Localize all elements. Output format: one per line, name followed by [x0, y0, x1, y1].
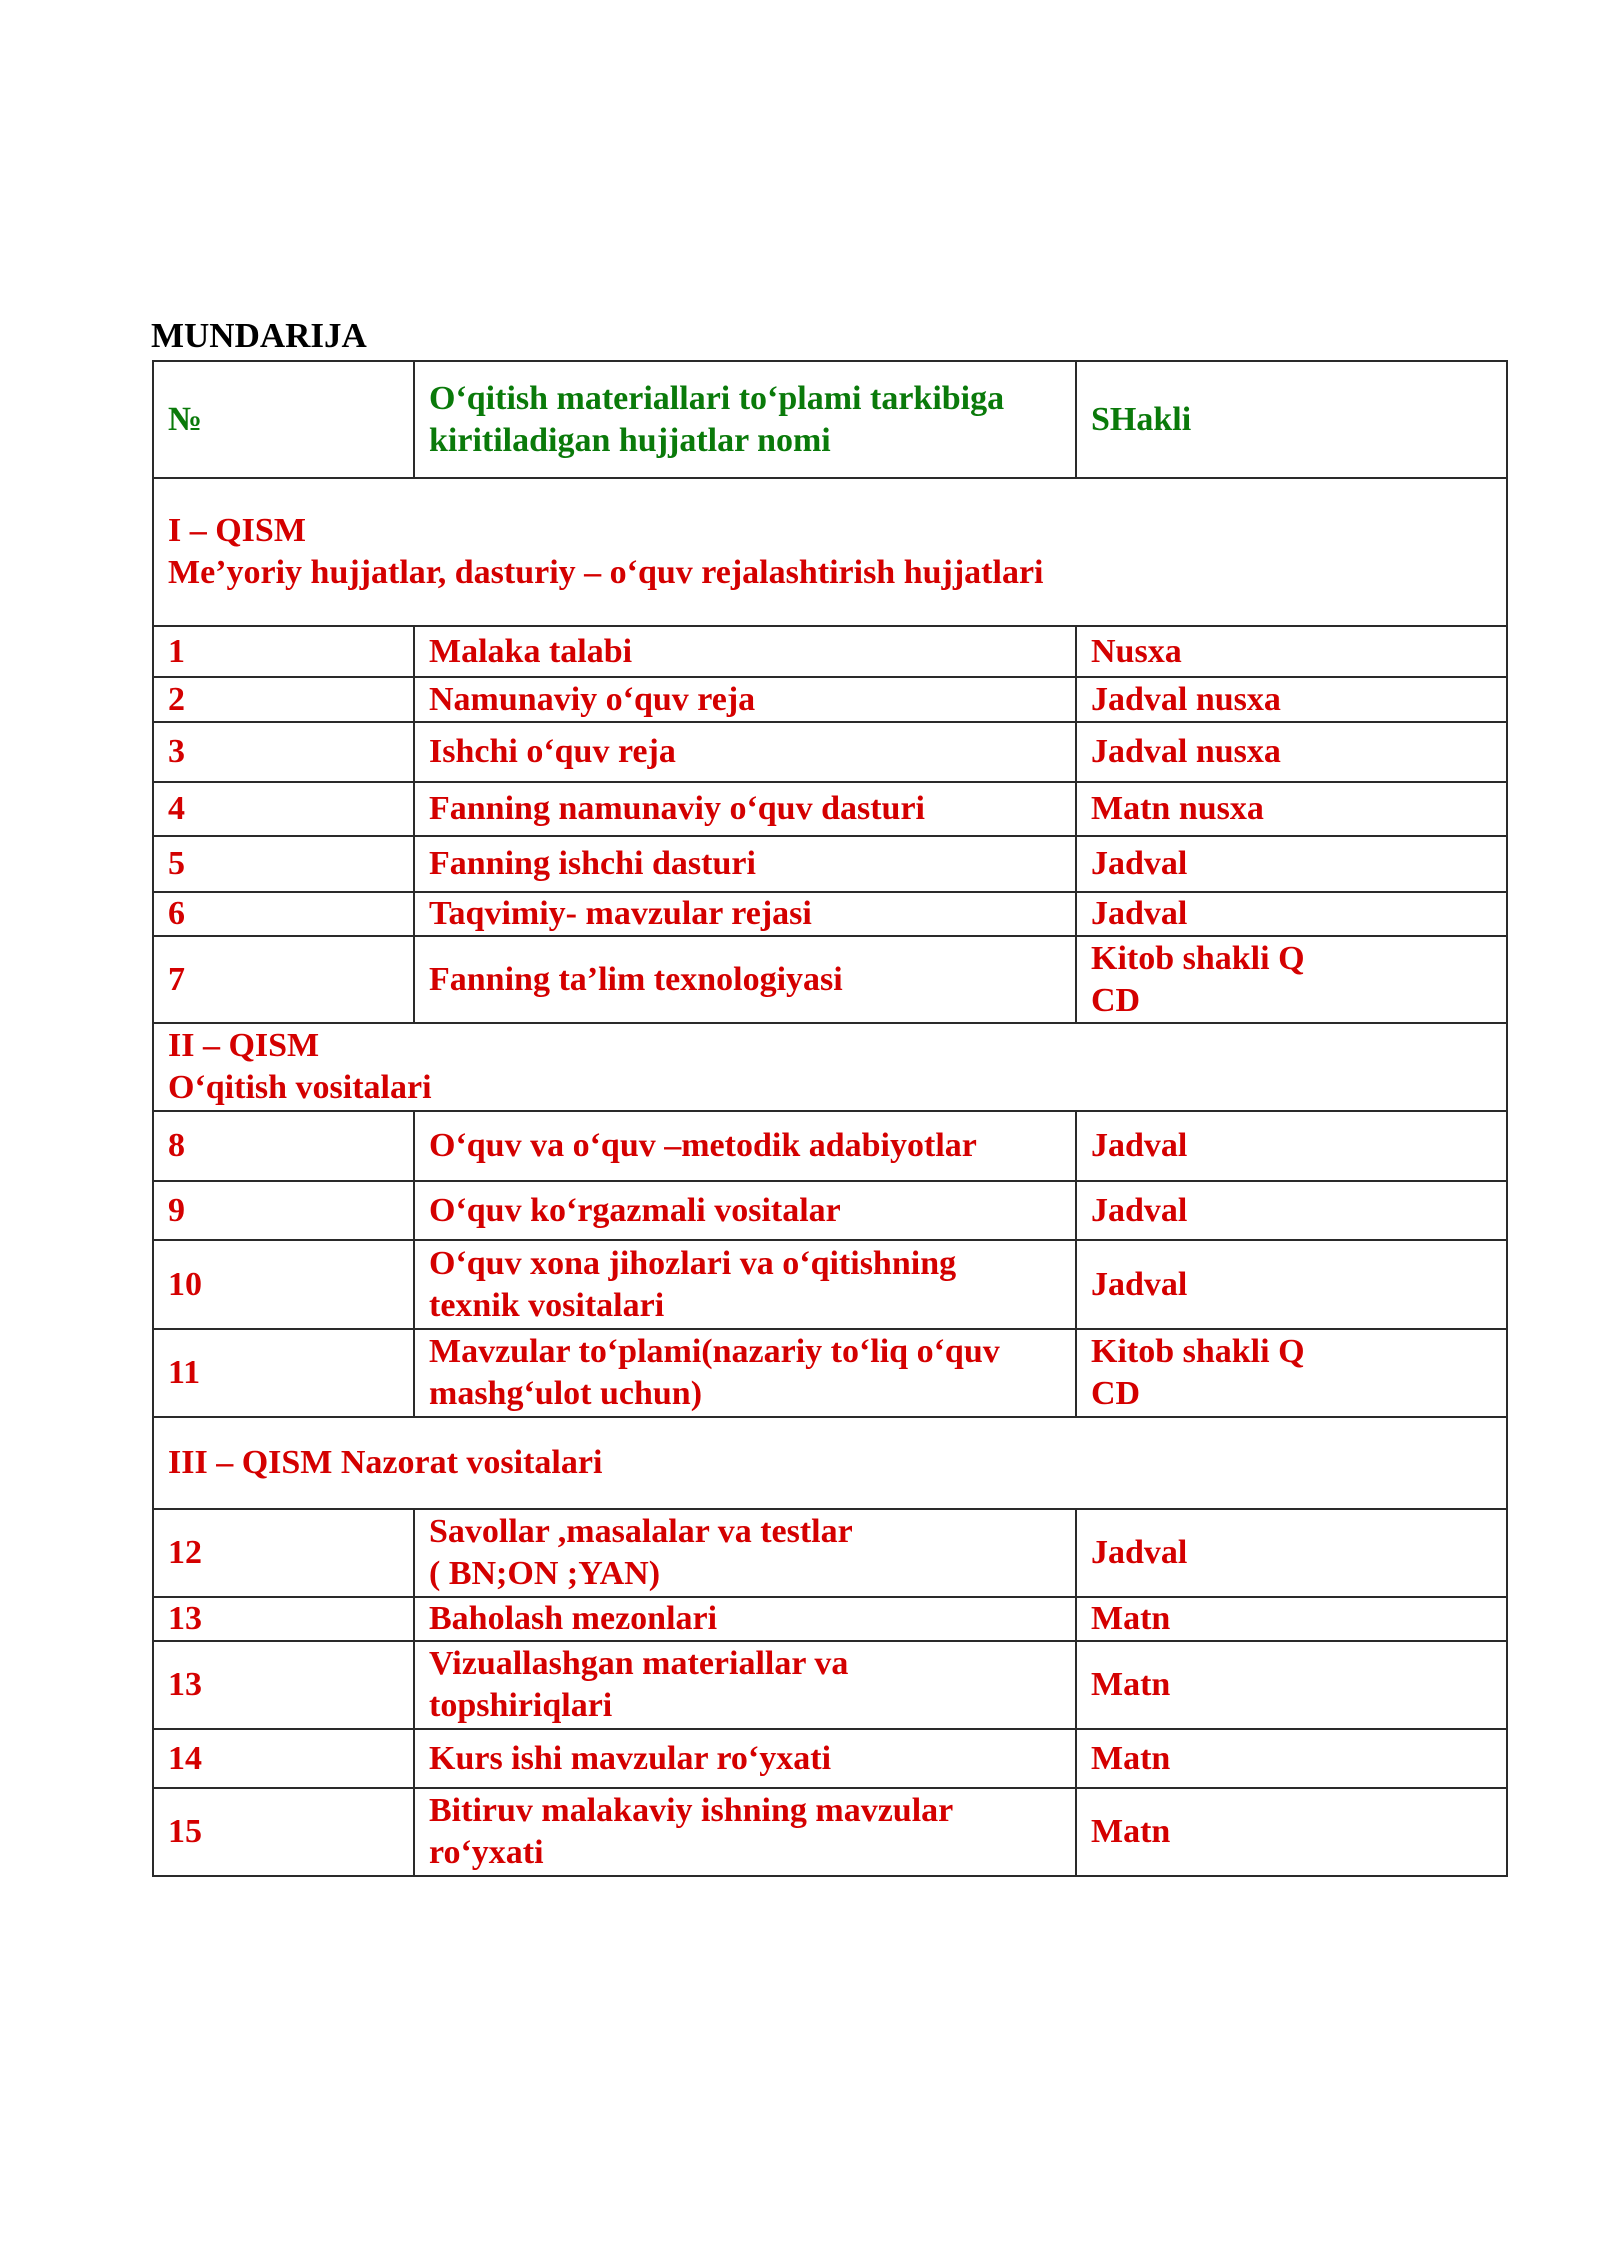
row-number: 1	[153, 626, 414, 677]
row-document-name: Namunaviy o‘quv reja	[414, 677, 1076, 722]
table-row	[153, 677, 1507, 722]
contents-table	[152, 360, 1508, 1877]
row-number: 13	[153, 1641, 414, 1729]
row-form: Matn	[1076, 1788, 1507, 1876]
row-number: 8	[153, 1111, 414, 1181]
table-row	[153, 1788, 1507, 1876]
row-form: Jadval	[1076, 1111, 1507, 1181]
row-form	[1076, 1329, 1507, 1417]
row-document-name	[414, 1329, 1076, 1417]
section-title: III – QISM Nazorat vositalari	[153, 1417, 1507, 1509]
row-document-name: Taqvimiy- mavzular rejasi	[414, 892, 1076, 936]
row-number: 5	[153, 836, 414, 892]
header-document-name	[414, 361, 1076, 478]
row-document-name: Kurs ishi mavzular ro‘yxati	[414, 1729, 1076, 1788]
table-row	[153, 1641, 1507, 1729]
page-title: MUNDARIJA	[151, 316, 367, 355]
section-row	[153, 478, 1507, 626]
row-document-name: Fanning ta’lim texnologiyasi	[414, 936, 1076, 1023]
row-form-line2: CD	[1091, 1375, 1141, 1412]
table-row	[153, 1729, 1507, 1788]
row-document-name: Fanning namunaviy o‘quv dasturi	[414, 782, 1076, 836]
row-form: Matn	[1076, 1729, 1507, 1788]
row-name-line2: texnik vositalari	[429, 1286, 665, 1324]
row-name-line2: mashg‘ulot uchun)	[429, 1375, 703, 1412]
header-name-line2: kiritiladigan hujjatlar nomi	[429, 421, 831, 459]
row-number: 9	[153, 1181, 414, 1240]
row-name-line1: Mavzular to‘plami(nazariy to‘liq o‘quv	[429, 1333, 1000, 1370]
table-row	[153, 1597, 1507, 1641]
row-form: Nusxa	[1076, 626, 1507, 677]
table-row	[153, 782, 1507, 836]
row-number: 15	[153, 1788, 414, 1876]
row-document-name: O‘quv ko‘rgazmali vositalar	[414, 1181, 1076, 1240]
row-number: 2	[153, 677, 414, 722]
row-document-name: Baholash mezonlari	[414, 1597, 1076, 1641]
section-title-line2: Me’yoriy hujjatlar, dasturiy – o‘quv rejalashtirish hujjatlari	[168, 554, 1044, 591]
table-row	[153, 626, 1507, 677]
section-title-line2: O‘qitish vositalari	[168, 1069, 432, 1106]
header-number: №	[153, 361, 414, 478]
row-form: Jadval	[1076, 836, 1507, 892]
section-title	[153, 478, 1507, 626]
row-number: 7	[153, 936, 414, 1023]
header-form: SHakli	[1076, 361, 1507, 478]
row-name-line1: O‘quv xona jihozlari va o‘qitishning	[429, 1244, 957, 1282]
row-number: 3	[153, 722, 414, 782]
row-number: 6	[153, 892, 414, 936]
row-document-name: Malaka talabi	[414, 626, 1076, 677]
row-name-line2: ro‘yxati	[429, 1834, 544, 1871]
row-number: 13	[153, 1597, 414, 1641]
row-document-name	[414, 1788, 1076, 1876]
table-row	[153, 722, 1507, 782]
row-form: Jadval nusxa	[1076, 722, 1507, 782]
row-document-name	[414, 1509, 1076, 1597]
table-row	[153, 936, 1507, 1023]
section-title-line1: II – QISM	[168, 1027, 320, 1064]
row-form-line2: CD	[1091, 981, 1141, 1019]
row-number: 12	[153, 1509, 414, 1597]
row-form: Matn	[1076, 1597, 1507, 1641]
header-name-line1: O‘qitish materiallari to‘plami tarkibiga	[429, 379, 1005, 417]
row-number: 10	[153, 1240, 414, 1329]
row-document-name: O‘quv va o‘quv –metodik adabiyotlar	[414, 1111, 1076, 1181]
row-document-name	[414, 1641, 1076, 1729]
section-row	[153, 1023, 1507, 1111]
row-name-line1: Vizuallashgan materiallar va	[429, 1645, 849, 1682]
row-document-name: Ishchi o‘quv reja	[414, 722, 1076, 782]
row-form-line1: Kitob shakli Q	[1091, 939, 1305, 977]
table-row	[153, 836, 1507, 892]
row-form: Jadval	[1076, 1509, 1507, 1597]
table-row	[153, 1240, 1507, 1329]
row-form-line1: Kitob shakli Q	[1091, 1333, 1305, 1370]
row-form: Matn	[1076, 1641, 1507, 1729]
table-row	[153, 1181, 1507, 1240]
table-row	[153, 1329, 1507, 1417]
row-name-line2: ( BN;ON ;YAN)	[429, 1555, 661, 1592]
table-header-row	[153, 361, 1507, 478]
row-number: 14	[153, 1729, 414, 1788]
section-title	[153, 1023, 1507, 1111]
section-row	[153, 1417, 1507, 1509]
row-name-line2: topshiriqlari	[429, 1687, 613, 1724]
row-number: 4	[153, 782, 414, 836]
table-row	[153, 1111, 1507, 1181]
section-title-line1: I – QISM	[168, 512, 306, 549]
row-name-line1: Bitiruv malakaviy ishning mavzular	[429, 1792, 954, 1829]
table-row	[153, 892, 1507, 936]
table-row	[153, 1509, 1507, 1597]
row-form: Jadval nusxa	[1076, 677, 1507, 722]
row-document-name	[414, 1240, 1076, 1329]
row-form: Jadval	[1076, 1181, 1507, 1240]
row-number: 11	[153, 1329, 414, 1417]
row-form	[1076, 936, 1507, 1023]
row-document-name: Fanning ishchi dasturi	[414, 836, 1076, 892]
row-form: Matn nusxa	[1076, 782, 1507, 836]
row-name-line1: Savollar ,masalalar va testlar	[429, 1513, 853, 1550]
row-form: Jadval	[1076, 892, 1507, 936]
row-form: Jadval	[1076, 1240, 1507, 1329]
